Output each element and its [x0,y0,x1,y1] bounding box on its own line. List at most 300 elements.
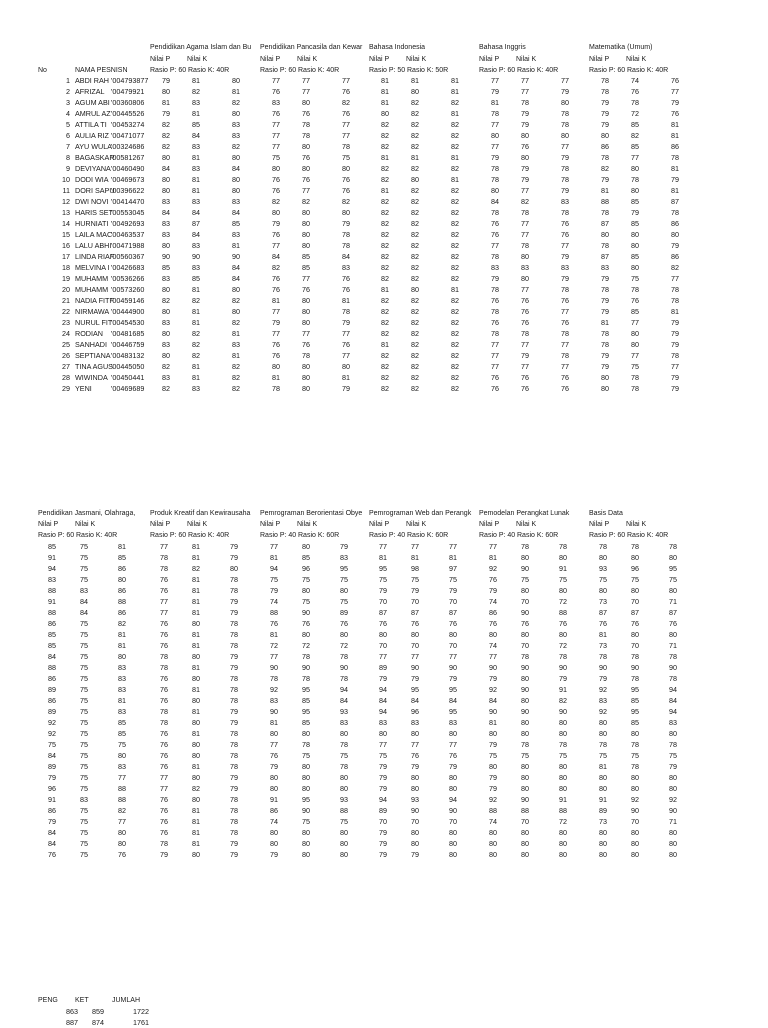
grade-cell: 72 [340,641,348,650]
grade-cell: 78 [491,175,499,184]
grade-cell: 75 [270,575,278,584]
grade-cell: 78 [302,740,310,749]
grade-cell: 77 [491,120,499,129]
grade-cell: 78 [631,674,639,683]
grade-cell: 78 [599,542,607,551]
grade-cell: 80 [489,850,497,859]
grade-cell: 80 [489,828,497,837]
rasio-label: Rasio P: 60 [589,532,626,539]
grade-cell: 80 [340,586,348,595]
grade-cell: 76 [342,186,350,195]
grade-cell: 81 [272,296,280,305]
grade-cell: 75 [599,575,607,584]
grade-cell: 76 [491,384,499,393]
grade-cell: 83 [342,263,350,272]
row-number: 24 [62,329,70,338]
grade-cell: 82 [451,373,459,382]
grade-cell: 76 [160,696,168,705]
subject-header: Bahasa Inggris [479,44,526,51]
grade-cell: 76 [631,296,639,305]
grade-cell: 75 [302,817,310,826]
grade-cell: 79 [521,164,529,173]
grade-cell: 77 [489,652,497,661]
grade-cell: 80 [561,98,569,107]
grade-cell: 92 [599,685,607,694]
grade-cell: 81 [192,608,200,617]
grade-cell: 79 [491,153,499,162]
grade-cell: 90 [489,663,497,672]
grade-cell: 87 [669,608,677,617]
grade-cell: 84 [232,164,240,173]
grade-cell: 80 [340,828,348,837]
grade-cell: 87 [192,219,200,228]
grade-cell: 82 [162,131,170,140]
grade-cell: 89 [340,608,348,617]
grade-cell: 75 [340,575,348,584]
student-nisn: '00573260 [111,285,145,294]
grade-cell: 76 [669,619,677,628]
grade-cell: 81 [192,109,200,118]
grade-cell: 78 [160,564,168,573]
grade-cell: 80 [521,762,529,771]
grade-cell: 79 [489,674,497,683]
grade-cell: 81 [601,318,609,327]
grade-cell: 75 [80,707,88,716]
rasio-label: Rasio P: 60 [589,67,626,74]
grade-cell: 78 [521,652,529,661]
grade-cell: 79 [601,109,609,118]
grade-cell: 77 [521,219,529,228]
grade-cell: 77 [489,542,497,551]
student-nisn: '00469689 [111,384,145,393]
grade-cell: 76 [272,340,280,349]
grade-cell: 81 [381,76,389,85]
grade-cell: 81 [192,186,200,195]
grade-cell: 77 [160,773,168,782]
grade-cell: 80 [302,230,310,239]
grade-cell: 76 [160,751,168,760]
grade-cell: 80 [559,762,567,771]
student-name: YENI [75,384,92,393]
grade-cell: 75 [342,153,350,162]
grade-cell: 81 [192,307,200,316]
grade-cell: 79 [160,850,168,859]
subject-header: Produk Kreatif dan Kewirausaha [150,510,251,517]
grade-cell: 77 [521,186,529,195]
grade-cell: 73 [599,597,607,606]
column-header-nilai-k: Nilai K [516,521,537,528]
grade-cell: 81 [451,76,459,85]
grade-cell: 90 [270,707,278,716]
grade-cell: 77 [302,274,310,283]
row-number: 13 [62,208,70,217]
grade-cell: 75 [80,696,88,705]
grade-cell: 82 [451,274,459,283]
grade-cell: 79 [521,351,529,360]
grade-cell: 78 [160,839,168,848]
grade-cell: 75 [302,575,310,584]
grade-cell: 82 [411,241,419,250]
grade-cell: 83 [118,674,126,683]
grade-cell: 81 [449,553,457,562]
student-name: HURNIATI [75,219,109,228]
grade-cell: 85 [118,729,126,738]
row-number: 17 [62,252,70,261]
grade-cell: 80 [342,208,350,217]
grade-cell: 77 [342,76,350,85]
grade-cell: 83 [192,241,200,250]
grade-cell: 88 [601,197,609,206]
grade-cell: 76 [491,230,499,239]
grade-cell: 81 [270,718,278,727]
grade-cell: 77 [118,773,126,782]
grade-cell: 82 [272,197,280,206]
grade-cell: 82 [162,362,170,371]
grade-cell: 77 [521,285,529,294]
grade-cell: 74 [270,817,278,826]
grade-cell: 90 [631,806,639,815]
student-name: BAGASKAR [75,153,115,162]
subject-header: Matematika (Umum) [589,44,653,51]
grade-cell: 80 [669,630,677,639]
grade-cell: 79 [561,274,569,283]
rasio-label: Rasio P: 60 [260,67,297,74]
grade-cell: 76 [160,817,168,826]
grade-cell: 76 [559,619,567,628]
grade-cell: 78 [561,329,569,338]
grade-cell: 80 [559,773,567,782]
grade-cell: 81 [118,630,126,639]
grade-cell: 79 [379,839,387,848]
grade-cell: 70 [379,641,387,650]
grade-cell: 78 [599,652,607,661]
grade-cell: 83 [669,718,677,727]
grade-cell: 82 [411,318,419,327]
grade-cell: 80 [272,208,280,217]
grade-cell: 81 [491,98,499,107]
grade-cell: 85 [631,252,639,261]
grade-cell: 77 [491,142,499,151]
grade-cell: 79 [411,850,419,859]
student-nisn: '00471077 [111,131,145,140]
grade-cell: 81 [192,318,200,327]
grade-cell: 80 [449,773,457,782]
grade-cell: 71 [669,641,677,650]
grade-cell: 82 [451,241,459,250]
grade-cell: 82 [411,164,419,173]
rasio-label: Rasio P: 60 [38,532,75,539]
grade-cell: 83 [192,263,200,272]
grade-cell: 79 [342,318,350,327]
grade-cell: 80 [601,230,609,239]
grade-cell: 80 [631,186,639,195]
student-name: SEPTIANA [75,351,111,360]
grade-cell: 81 [270,553,278,562]
grade-cell: 77 [561,307,569,316]
grade-cell: 78 [671,285,679,294]
grade-cell: 70 [631,641,639,650]
grade-cell: 83 [411,718,419,727]
grade-cell: 79 [561,87,569,96]
column-header-name: NAMA PESNISN [75,67,128,74]
grade-cell: 76 [631,619,639,628]
grade-cell: 80 [521,131,529,140]
grade-cell: 70 [449,641,457,650]
grade-cell: 90 [559,707,567,716]
grade-cell: 78 [491,285,499,294]
grade-cell: 77 [561,340,569,349]
grade-cell: 80 [192,674,200,683]
grade-cell: 79 [489,740,497,749]
grade-cell: 82 [232,384,240,393]
grade-cell: 80 [521,828,529,837]
grade-cell: 78 [342,230,350,239]
grade-cell: 77 [379,740,387,749]
grade-cell: 78 [160,663,168,672]
grade-cell: 70 [411,597,419,606]
grade-cell: 83 [48,575,56,584]
grade-cell: 85 [162,263,170,272]
grade-cell: 79 [379,674,387,683]
grade-cell: 79 [601,296,609,305]
grade-cell: 75 [411,575,419,584]
grade-cell: 79 [561,252,569,261]
grade-cell: 79 [379,828,387,837]
student-name: NURUL FIT [75,318,113,327]
grade-cell: 77 [561,142,569,151]
grade-cell: 85 [48,542,56,551]
grade-cell: 81 [192,175,200,184]
grade-cell: 84 [491,197,499,206]
grade-cell: 80 [669,850,677,859]
grade-cell: 78 [230,795,238,804]
grade-cell: 76 [272,351,280,360]
rasio-label: Rasio K: 60R [407,532,449,539]
grade-cell: 79 [230,597,238,606]
grade-cell: 76 [272,87,280,96]
grade-cell: 80 [232,186,240,195]
grade-cell: 83 [192,98,200,107]
grade-cell: 83 [192,142,200,151]
grade-cell: 80 [302,318,310,327]
grade-cell: 85 [118,718,126,727]
grade-cell: 82 [411,362,419,371]
grade-cell: 76 [302,153,310,162]
grade-cell: 77 [671,274,679,283]
grade-cell: 79 [631,208,639,217]
grade-cell: 83 [162,219,170,228]
grade-cell: 76 [599,619,607,628]
grade-cell: 82 [451,142,459,151]
grade-cell: 81 [192,828,200,837]
grade-cell: 75 [80,619,88,628]
student-nisn: '00446759 [111,340,145,349]
grade-cell: 75 [80,740,88,749]
grade-cell: 87 [411,608,419,617]
grade-cell: 81 [192,817,200,826]
grade-cell: 77 [491,351,499,360]
grade-cell: 82 [381,362,389,371]
grade-cell: 78 [561,351,569,360]
grade-cell: 91 [559,685,567,694]
grade-cell: 82 [411,340,419,349]
grade-cell: 83 [162,230,170,239]
grade-cell: 83 [272,98,280,107]
student-name: DEVIYANA [75,164,111,173]
grade-cell: 80 [449,828,457,837]
grade-cell: 76 [160,674,168,683]
grade-cell: 84 [80,597,88,606]
grade-cell: 77 [342,120,350,129]
grade-cell: 82 [192,296,200,305]
summary-cell: 863 [66,1007,78,1016]
row-number: 19 [62,274,70,283]
grade-cell: 82 [232,296,240,305]
grade-cell: 83 [118,663,126,672]
grade-cell: 81 [192,762,200,771]
grade-cell: 77 [342,131,350,140]
grade-cell: 90 [340,663,348,672]
grade-cell: 77 [449,652,457,661]
grade-cell: 80 [599,773,607,782]
grade-cell: 85 [118,553,126,562]
column-header-nilai-p: Nilai P [479,56,500,63]
grade-cell: 85 [631,197,639,206]
grade-cell: 74 [489,817,497,826]
grade-cell: 75 [272,153,280,162]
grade-cell: 79 [521,175,529,184]
grade-cell: 82 [232,373,240,382]
grade-cell: 80 [342,362,350,371]
grade-cell: 85 [192,120,200,129]
row-number: 11 [62,186,70,195]
student-nisn: '00479921 [111,87,145,96]
grade-cell: 80 [559,839,567,848]
student-name: NADIA FITF [75,296,114,305]
grade-cell: 83 [232,230,240,239]
student-nisn: '00396622 [111,186,145,195]
grade-cell: 77 [272,142,280,151]
grade-cell: 80 [411,87,419,96]
grade-cell: 90 [302,663,310,672]
grade-cell: 92 [599,707,607,716]
subject-header: Pemrograman Web dan Perangk [369,510,472,517]
grade-cell: 81 [192,707,200,716]
grade-cell: 76 [160,630,168,639]
grade-cell: 79 [230,850,238,859]
row-number: 25 [62,340,70,349]
grade-cell: 75 [489,751,497,760]
grade-cell: 80 [599,784,607,793]
grade-cell: 84 [162,208,170,217]
grade-cell: 82 [381,219,389,228]
row-number: 1 [66,76,70,85]
student-nisn: '00414470 [111,197,145,206]
grade-cell: 81 [381,87,389,96]
row-number: 27 [62,362,70,371]
grade-cell: 80 [671,230,679,239]
student-name: ABDI RAH [75,76,109,85]
grade-cell: 90 [232,252,240,261]
grade-cell: 80 [162,87,170,96]
grade-cell: 85 [631,142,639,151]
grade-cell: 79 [230,707,238,716]
grade-cell: 76 [270,751,278,760]
grade-cell: 83 [561,263,569,272]
grade-cell: 80 [559,630,567,639]
grade-cell: 79 [601,351,609,360]
grade-cell: 80 [302,219,310,228]
subject-header: Pendidikan Agama Islam dan Bu [150,44,252,51]
student-name: AULIA RIZ [75,131,109,140]
grade-cell: 82 [381,197,389,206]
grade-cell: 76 [340,619,348,628]
rasio-label: Rasio P: 40 [369,532,406,539]
grade-cell: 75 [80,663,88,672]
grade-cell: 76 [561,318,569,327]
grade-cell: 85 [302,696,310,705]
grade-cell: 75 [80,674,88,683]
grade-cell: 90 [521,707,529,716]
grade-cell: 91 [48,795,56,804]
grade-cell: 88 [559,806,567,815]
row-number: 15 [62,230,70,239]
grade-cell: 90 [411,663,419,672]
grade-cell: 80 [342,164,350,173]
student-name: MELVINA I [75,263,110,272]
summary-cell: 874 [92,1018,104,1027]
grade-cell: 80 [559,729,567,738]
grade-cell: 80 [491,186,499,195]
grade-cell: 84 [489,696,497,705]
grade-cell: 80 [192,850,200,859]
grade-cell: 80 [449,729,457,738]
grade-cell: 80 [192,619,200,628]
grade-cell: 88 [48,586,56,595]
grade-cell: 92 [489,564,497,573]
grade-cell: 81 [381,285,389,294]
grade-cell: 82 [451,120,459,129]
grade-cell: 75 [521,751,529,760]
grade-cell: 82 [451,362,459,371]
grade-cell: 82 [411,384,419,393]
grade-cell: 75 [80,850,88,859]
grade-cell: 92 [489,685,497,694]
grade-cell: 82 [381,307,389,316]
grade-cell: 77 [671,87,679,96]
grade-cell: 76 [521,142,529,151]
grade-cell: 80 [411,630,419,639]
grade-cell: 83 [270,696,278,705]
grade-cell: 80 [302,307,310,316]
grade-cell: 89 [379,663,387,672]
grade-cell: 74 [631,76,639,85]
grade-cell: 79 [272,219,280,228]
grade-cell: 80 [489,630,497,639]
grade-cell: 82 [451,318,459,327]
grade-cell: 85 [302,718,310,727]
grade-cell: 82 [118,806,126,815]
grade-cell: 83 [162,340,170,349]
grade-cell: 81 [489,553,497,562]
student-nisn: '00360806 [111,98,145,107]
grade-cell: 78 [559,542,567,551]
rasio-label: Rasio P: 60 [479,67,516,74]
grade-cell: 72 [559,641,567,650]
grade-cell: 82 [162,120,170,129]
grade-cell: 76 [160,619,168,628]
grade-cell: 76 [561,373,569,382]
